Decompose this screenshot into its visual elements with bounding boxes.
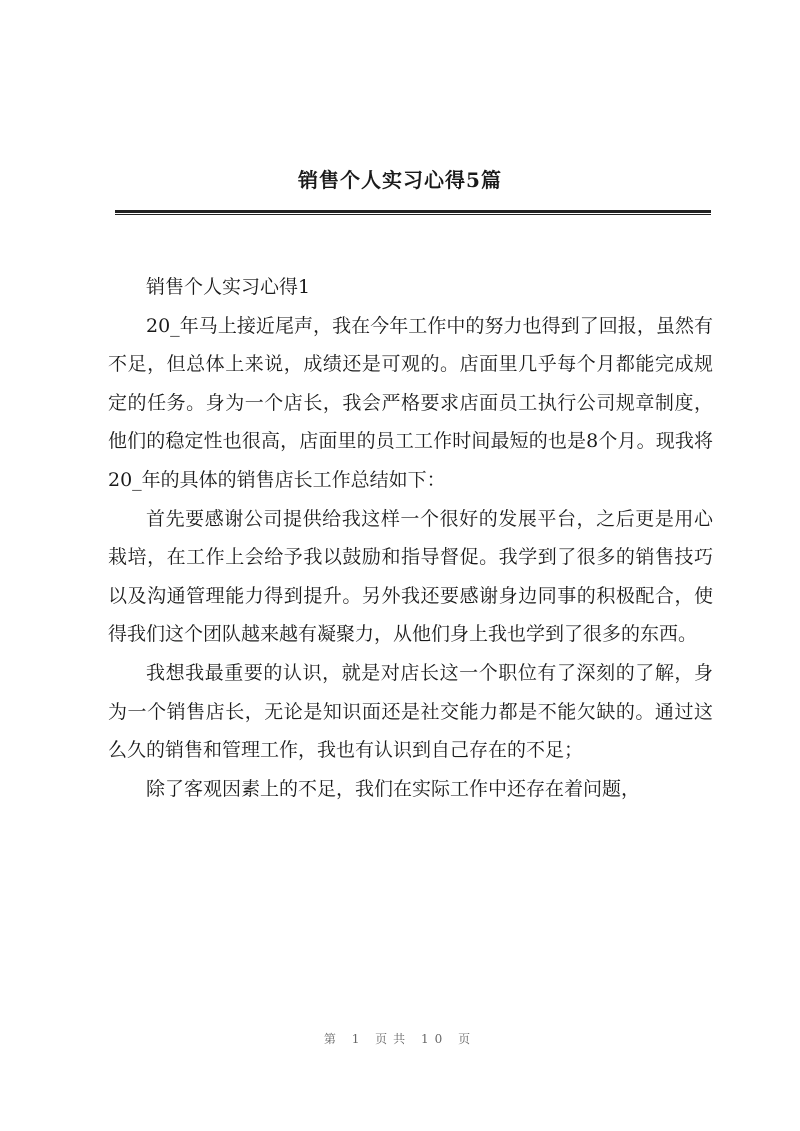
section-heading: 销售个人实习心得1 xyxy=(146,276,311,298)
title-underline-thin xyxy=(115,214,711,215)
paragraph: 首先要感谢公司提供给我这样一个很好的发展平台，之后更是用心栽培，在工作上会给予我以鼓励和指导督促。我学到了很多的销售技巧以及沟通管理能力得到提升。另外我还要感谢身边同事的积极配合，使得我们这个团队越来越有凝聚力，从他们身上我也学到了很多的东西。 xyxy=(108,507,713,646)
document-body xyxy=(108,268,713,808)
paragraph: 我想我最重要的认识，就是对店长这一个职位有了深刻的了解，身为一个销售店长，无论是知识面还是社交能力都是不能欠缺的。通过这么久的销售和管理工作，我也有认识到自己存在的不足； xyxy=(108,661,713,762)
document-title: 销售个人实习心得5篇 xyxy=(298,168,502,192)
title-underline xyxy=(115,210,711,213)
paragraph: 20_年马上接近尾声，我在今年工作中的努力也得到了回报，虽然有不足，但总体上来说，成绩还是可观的。店面里几乎每个月都能完成规定的任务。身为一个店长，我会严格要求店面员工执行公司规章制度，他们的稳定性也很高，店面里的员工工作时间最短的也是8个月。现我将20_年的具体的销售店长工作总结如下： xyxy=(108,314,713,491)
paragraph: 除了客观因素上的不足，我们在实际工作中还存在着问题， xyxy=(146,777,641,800)
page-number-footer: 第 1 页共 10 页 xyxy=(323,1032,477,1046)
